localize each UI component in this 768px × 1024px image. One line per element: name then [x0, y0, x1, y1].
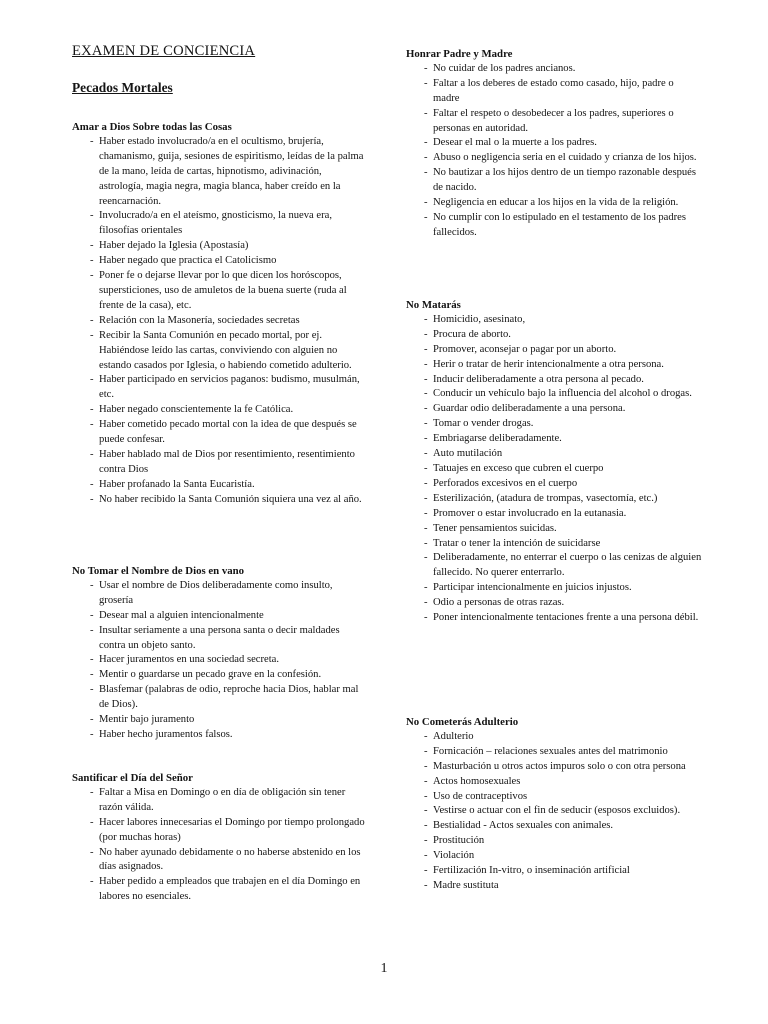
list-item	[406, 62, 702, 77]
list-item	[72, 254, 368, 269]
list-item	[406, 107, 702, 137]
list-item	[72, 624, 368, 654]
bullet-dash: -	[90, 846, 94, 858]
list-item	[406, 77, 702, 107]
section-heading: Honrar Padre y Madre	[406, 48, 513, 60]
bullet-dash: -	[424, 507, 428, 519]
list-item	[406, 196, 702, 211]
bullet-dash: -	[90, 728, 94, 740]
list-item	[72, 329, 368, 374]
item-text: Haber dejado la Iglesia (Apostasía)	[99, 240, 249, 252]
bullet-dash: -	[424, 167, 428, 179]
page-number: 1	[380, 961, 388, 976]
bullet-dash: -	[424, 373, 428, 385]
list-item	[72, 314, 368, 329]
list-item	[72, 209, 368, 239]
item-text: Violación	[433, 850, 475, 862]
list-item	[406, 373, 702, 388]
list-item	[406, 387, 702, 402]
bullet-dash: -	[424, 745, 428, 757]
bullet-dash: -	[90, 609, 94, 621]
list-item	[406, 313, 702, 328]
bullet-dash: -	[424, 612, 428, 624]
list-item	[72, 609, 368, 624]
item-text: Insultar seriamente a una persona santa o decir maldades contra un objeto santo.	[99, 624, 340, 651]
bullet-dash: -	[90, 669, 94, 681]
list-item	[72, 875, 368, 905]
bullet-dash: -	[424, 597, 428, 609]
list-item	[406, 432, 702, 447]
item-text: Fornicación – relaciones sexuales antes del matrimonio	[433, 745, 668, 757]
bullet-dash: -	[424, 418, 428, 430]
item-list	[406, 730, 702, 894]
list-item	[72, 269, 368, 314]
list-item	[72, 579, 368, 609]
list-item	[406, 211, 702, 241]
item-text: Vestirse o actuar con el fin de seducir (esposos excluidos).	[433, 805, 681, 817]
list-item	[72, 478, 368, 493]
bullet-dash: -	[424, 137, 428, 149]
list-item	[72, 239, 368, 254]
document-title: EXAMEN DE CONCIENCIA	[72, 43, 256, 59]
bullet-dash: -	[90, 374, 94, 386]
list-item	[406, 447, 702, 462]
bullet-dash: -	[424, 328, 428, 340]
item-text: Prostitución	[433, 835, 485, 847]
bullet-dash: -	[424, 582, 428, 594]
list-item	[406, 358, 702, 373]
bullet-dash: -	[424, 835, 428, 847]
list-item	[72, 846, 368, 876]
item-text: Desear mal a alguien intencionalmente	[99, 609, 264, 621]
item-text: Tratar o tener la intención de suicidarse	[433, 537, 601, 549]
list-item	[406, 804, 702, 819]
item-text: Relación con la Masonería, sociedades secretas	[99, 314, 300, 326]
bullet-dash: -	[424, 107, 428, 119]
bullet-dash: -	[424, 820, 428, 832]
list-item	[406, 136, 702, 151]
bullet-dash: -	[90, 654, 94, 666]
item-text: Inducir deliberadamente a otra persona al pecado.	[433, 373, 644, 385]
item-text: Poner intencionalmente tentaciones frente a una persona débil.	[433, 612, 699, 624]
list-item	[72, 403, 368, 418]
bullet-dash: -	[424, 77, 428, 89]
item-text: No haber ayunado debidamente o no haberse abstenido en los días asignados.	[99, 846, 361, 873]
item-text: No haber recibido la Santa Comunión siquiera una vez al año.	[99, 493, 362, 505]
list-item	[406, 551, 702, 581]
item-text: Actos homosexuales	[433, 775, 521, 787]
item-text: Negligencia en educar a los hijos en la vida de la religión.	[433, 197, 679, 209]
bullet-dash: -	[424, 537, 428, 549]
list-item	[406, 522, 702, 537]
document-subtitle: Pecados Mortales	[72, 80, 173, 95]
list-item	[406, 864, 702, 879]
item-text: No cuidar de los padres ancianos.	[433, 62, 576, 74]
bullet-dash: -	[424, 775, 428, 787]
bullet-dash: -	[424, 358, 428, 370]
item-text: Haber estado involucrado/a en el ocultismo, brujería, chamanismo, guija, sesiones de espiritismo, leídas de la palma de la mano, leída de cartas, hipnotismo, adivinación, astrología, magia negra, magia blanca, haber creído en la reencarnación.	[99, 135, 364, 207]
item-text: Faltar a Misa en Domingo o en día de obligación sin tener razón válida.	[99, 786, 346, 813]
list-item	[406, 402, 702, 417]
bullet-dash: -	[424, 760, 428, 772]
bullet-dash: -	[424, 197, 428, 209]
list-item	[72, 373, 368, 403]
list-item	[406, 730, 702, 745]
list-item	[72, 728, 368, 743]
bullet-dash: -	[90, 876, 94, 888]
item-text: Conducir un vehículo bajo la influencia del alcohol o drogas.	[433, 388, 692, 400]
list-item	[72, 418, 368, 448]
item-text: Uso de contraceptivos	[433, 790, 528, 802]
list-item	[406, 417, 702, 432]
bullet-dash: -	[90, 270, 94, 282]
list-item	[72, 786, 368, 816]
list-item	[406, 343, 702, 358]
item-text: Esterilización, (atadura de trompas, vasectomía, etc.)	[433, 492, 658, 504]
section-heading: No Cometerás Adulterio	[406, 716, 519, 728]
item-text: No cumplir con lo estipulado en el testamento de los padres fallecidos.	[433, 211, 687, 238]
section-amar-a-dios-sobre-todas-las-cosas	[72, 120, 368, 508]
list-item	[406, 151, 702, 166]
bullet-dash: -	[424, 522, 428, 534]
item-text: Hacer labores innecesarias el Domingo por tiempo prolongado (por muchas horas)	[99, 816, 365, 843]
bullet-dash: -	[90, 684, 94, 696]
item-text: Mentir bajo juramento	[99, 714, 195, 726]
item-text: Tener pensamientos suicidas.	[433, 522, 557, 534]
list-item	[406, 477, 702, 492]
item-text: Auto mutilación	[433, 448, 503, 460]
list-item	[406, 492, 702, 507]
list-item	[406, 760, 702, 775]
bullet-dash: -	[424, 805, 428, 817]
section-heading: No Matarás	[406, 299, 461, 311]
list-item	[72, 135, 368, 210]
bullet-dash: -	[424, 492, 428, 504]
item-text: Hacer juramentos en una sociedad secreta.	[99, 654, 280, 666]
item-text: Herir o tratar de herir intencionalmente a otra persona.	[433, 358, 664, 370]
item-text: Tomar o vender drogas.	[433, 418, 534, 430]
bullet-dash: -	[90, 786, 94, 798]
bullet-dash: -	[90, 816, 94, 828]
bullet-dash: -	[90, 329, 94, 341]
bullet-dash: -	[90, 624, 94, 636]
section-heading: No Tomar el Nombre de Dios en vano	[72, 565, 245, 577]
item-text: Promover o estar involucrado en la eutanasia.	[433, 507, 627, 519]
item-text: Fertilización In-vitro, o inseminación artificial	[433, 865, 630, 877]
item-text: Blasfemar (palabras de odio, reproche hacia Dios, hablar mal de Dios).	[99, 684, 359, 711]
item-list	[406, 313, 702, 626]
bullet-dash: -	[424, 477, 428, 489]
item-text: Haber profanado la Santa Eucaristía.	[99, 478, 255, 490]
item-list	[72, 786, 368, 905]
item-text: Embriagarse deliberadamente.	[433, 433, 562, 445]
list-item	[406, 849, 702, 864]
item-text: Haber hablado mal de Dios por resentimiento, resentimiento contra Dios	[99, 448, 355, 475]
item-text: Perforados excesivos en el cuerpo	[433, 477, 578, 489]
bullet-dash: -	[90, 240, 94, 252]
item-list	[72, 579, 368, 743]
bullet-dash: -	[424, 403, 428, 415]
item-text: Haber negado que practica el Catolicismo	[99, 255, 277, 267]
bullet-dash: -	[424, 552, 428, 564]
item-text: Haber pedido a empleados que trabajen en el día Domingo en labores no esenciales.	[99, 876, 361, 903]
bullet-dash: -	[424, 388, 428, 400]
list-item	[406, 537, 702, 552]
bullet-dash: -	[90, 135, 94, 147]
item-list	[406, 62, 702, 241]
list-item	[72, 448, 368, 478]
section-heading: Amar a Dios Sobre todas las Cosas	[72, 121, 232, 133]
bullet-dash: -	[424, 343, 428, 355]
item-text: Deliberadamente, no enterrar el cuerpo o las cenizas de alguien fallecido. No querer enterrarlo.	[433, 552, 702, 579]
item-text: Desear el mal o la muerte a los padres.	[433, 137, 597, 149]
list-item	[72, 683, 368, 713]
list-item	[406, 819, 702, 834]
bullet-dash: -	[90, 404, 94, 416]
section-no-tomar-el-nombre-de-dios-en-vano	[72, 564, 368, 743]
item-text: Haber cometido pecado mortal con la idea de que después se puede confesar.	[99, 419, 357, 446]
bullet-dash: -	[90, 210, 94, 222]
list-item	[72, 493, 368, 508]
list-item	[72, 816, 368, 846]
bullet-dash: -	[90, 314, 94, 326]
section-heading: Santificar el Día del Señor	[72, 772, 193, 784]
bullet-dash: -	[424, 62, 428, 74]
list-item	[406, 166, 702, 196]
list-item	[72, 653, 368, 668]
item-text: Faltar a los deberes de estado como casado, hijo, padre o madre	[433, 77, 674, 104]
item-text: Recibir la Santa Comunión en pecado mortal, por ej. Habiéndose leído las cartas, conviviendo con alguien no estando casados por Iglesia, o habiendo cometido adulterio.	[99, 329, 352, 371]
item-list	[72, 135, 368, 508]
list-item	[406, 596, 702, 611]
bullet-dash: -	[424, 448, 428, 460]
item-text: Haber hecho juramentos falsos.	[99, 728, 233, 740]
item-text: Guardar odio deliberadamente a una persona.	[433, 403, 626, 415]
section-no-mataras	[406, 298, 702, 626]
bullet-dash: -	[424, 211, 428, 223]
section-honrar-padre-y-madre	[406, 47, 702, 241]
item-text: Poner fe o dejarse llevar por lo que dicen los horóscopos, supersticiones, uso de amuletos de la buena suerte (ruda al frente de la casa), etc.	[99, 270, 347, 311]
item-text: Usar el nombre de Dios deliberadamente como insulto, grosería	[99, 579, 333, 606]
bullet-dash: -	[90, 448, 94, 460]
bullet-dash: -	[424, 865, 428, 877]
list-item	[406, 328, 702, 343]
bullet-dash: -	[90, 579, 94, 591]
section-santificar-el-dia-del-senor	[72, 771, 368, 905]
item-text: No bautizar a los hijos dentro de un tiempo razonable después de nacido.	[433, 167, 697, 194]
bullet-dash: -	[424, 790, 428, 802]
item-text: Odio a personas de otras razas.	[433, 597, 565, 609]
bullet-dash: -	[90, 419, 94, 431]
item-text: Involucrado/a en el ateísmo, gnosticismo, la nueva era, filosofías orientales	[99, 210, 332, 237]
list-item	[406, 745, 702, 760]
bullet-dash: -	[90, 478, 94, 490]
list-item	[406, 462, 702, 477]
item-text: Adulterio	[433, 730, 474, 742]
item-text: Promover, aconsejar o pagar por un aborto.	[433, 343, 617, 355]
list-item	[406, 611, 702, 626]
item-text: Procura de aborto.	[433, 328, 511, 340]
bullet-dash: -	[424, 879, 428, 891]
section-no-cometeras-adulterio	[406, 715, 702, 894]
item-text: Haber participado en servicios paganos: budismo, musulmán, etc.	[99, 374, 360, 401]
list-item	[72, 713, 368, 728]
list-item	[72, 668, 368, 683]
item-text: Bestialidad - Actos sexuales con animales.	[433, 820, 614, 832]
item-text: Haber negado conscientemente la fe Católica.	[99, 404, 294, 416]
list-item	[406, 879, 702, 894]
item-text: Abuso o negligencia seria en el cuidado y crianza de los hijos.	[433, 152, 697, 164]
item-text: Tatuajes en exceso que cubren el cuerpo	[433, 462, 604, 474]
bullet-dash: -	[90, 493, 94, 505]
bullet-dash: -	[424, 152, 428, 164]
bullet-dash: -	[90, 714, 94, 726]
list-item	[406, 790, 702, 805]
item-text: Mentir o guardarse un pecado grave en la confesión.	[99, 669, 322, 681]
list-item	[406, 775, 702, 790]
item-text: Masturbación u otros actos impuros solo o con otra persona	[433, 760, 686, 772]
bullet-dash: -	[424, 850, 428, 862]
bullet-dash: -	[424, 313, 428, 325]
bullet-dash: -	[424, 730, 428, 742]
item-text: Participar intencionalmente en juicios injustos.	[433, 582, 632, 594]
item-text: Madre sustituta	[433, 879, 499, 891]
list-item	[406, 834, 702, 849]
bullet-dash: -	[424, 462, 428, 474]
item-text: Homicidio, asesinato,	[433, 313, 526, 325]
list-item	[406, 507, 702, 522]
item-text: Faltar el respeto o desobedecer a los padres, superiores o personas en autoridad.	[433, 107, 674, 134]
bullet-dash: -	[90, 255, 94, 267]
bullet-dash: -	[424, 433, 428, 445]
list-item	[406, 581, 702, 596]
